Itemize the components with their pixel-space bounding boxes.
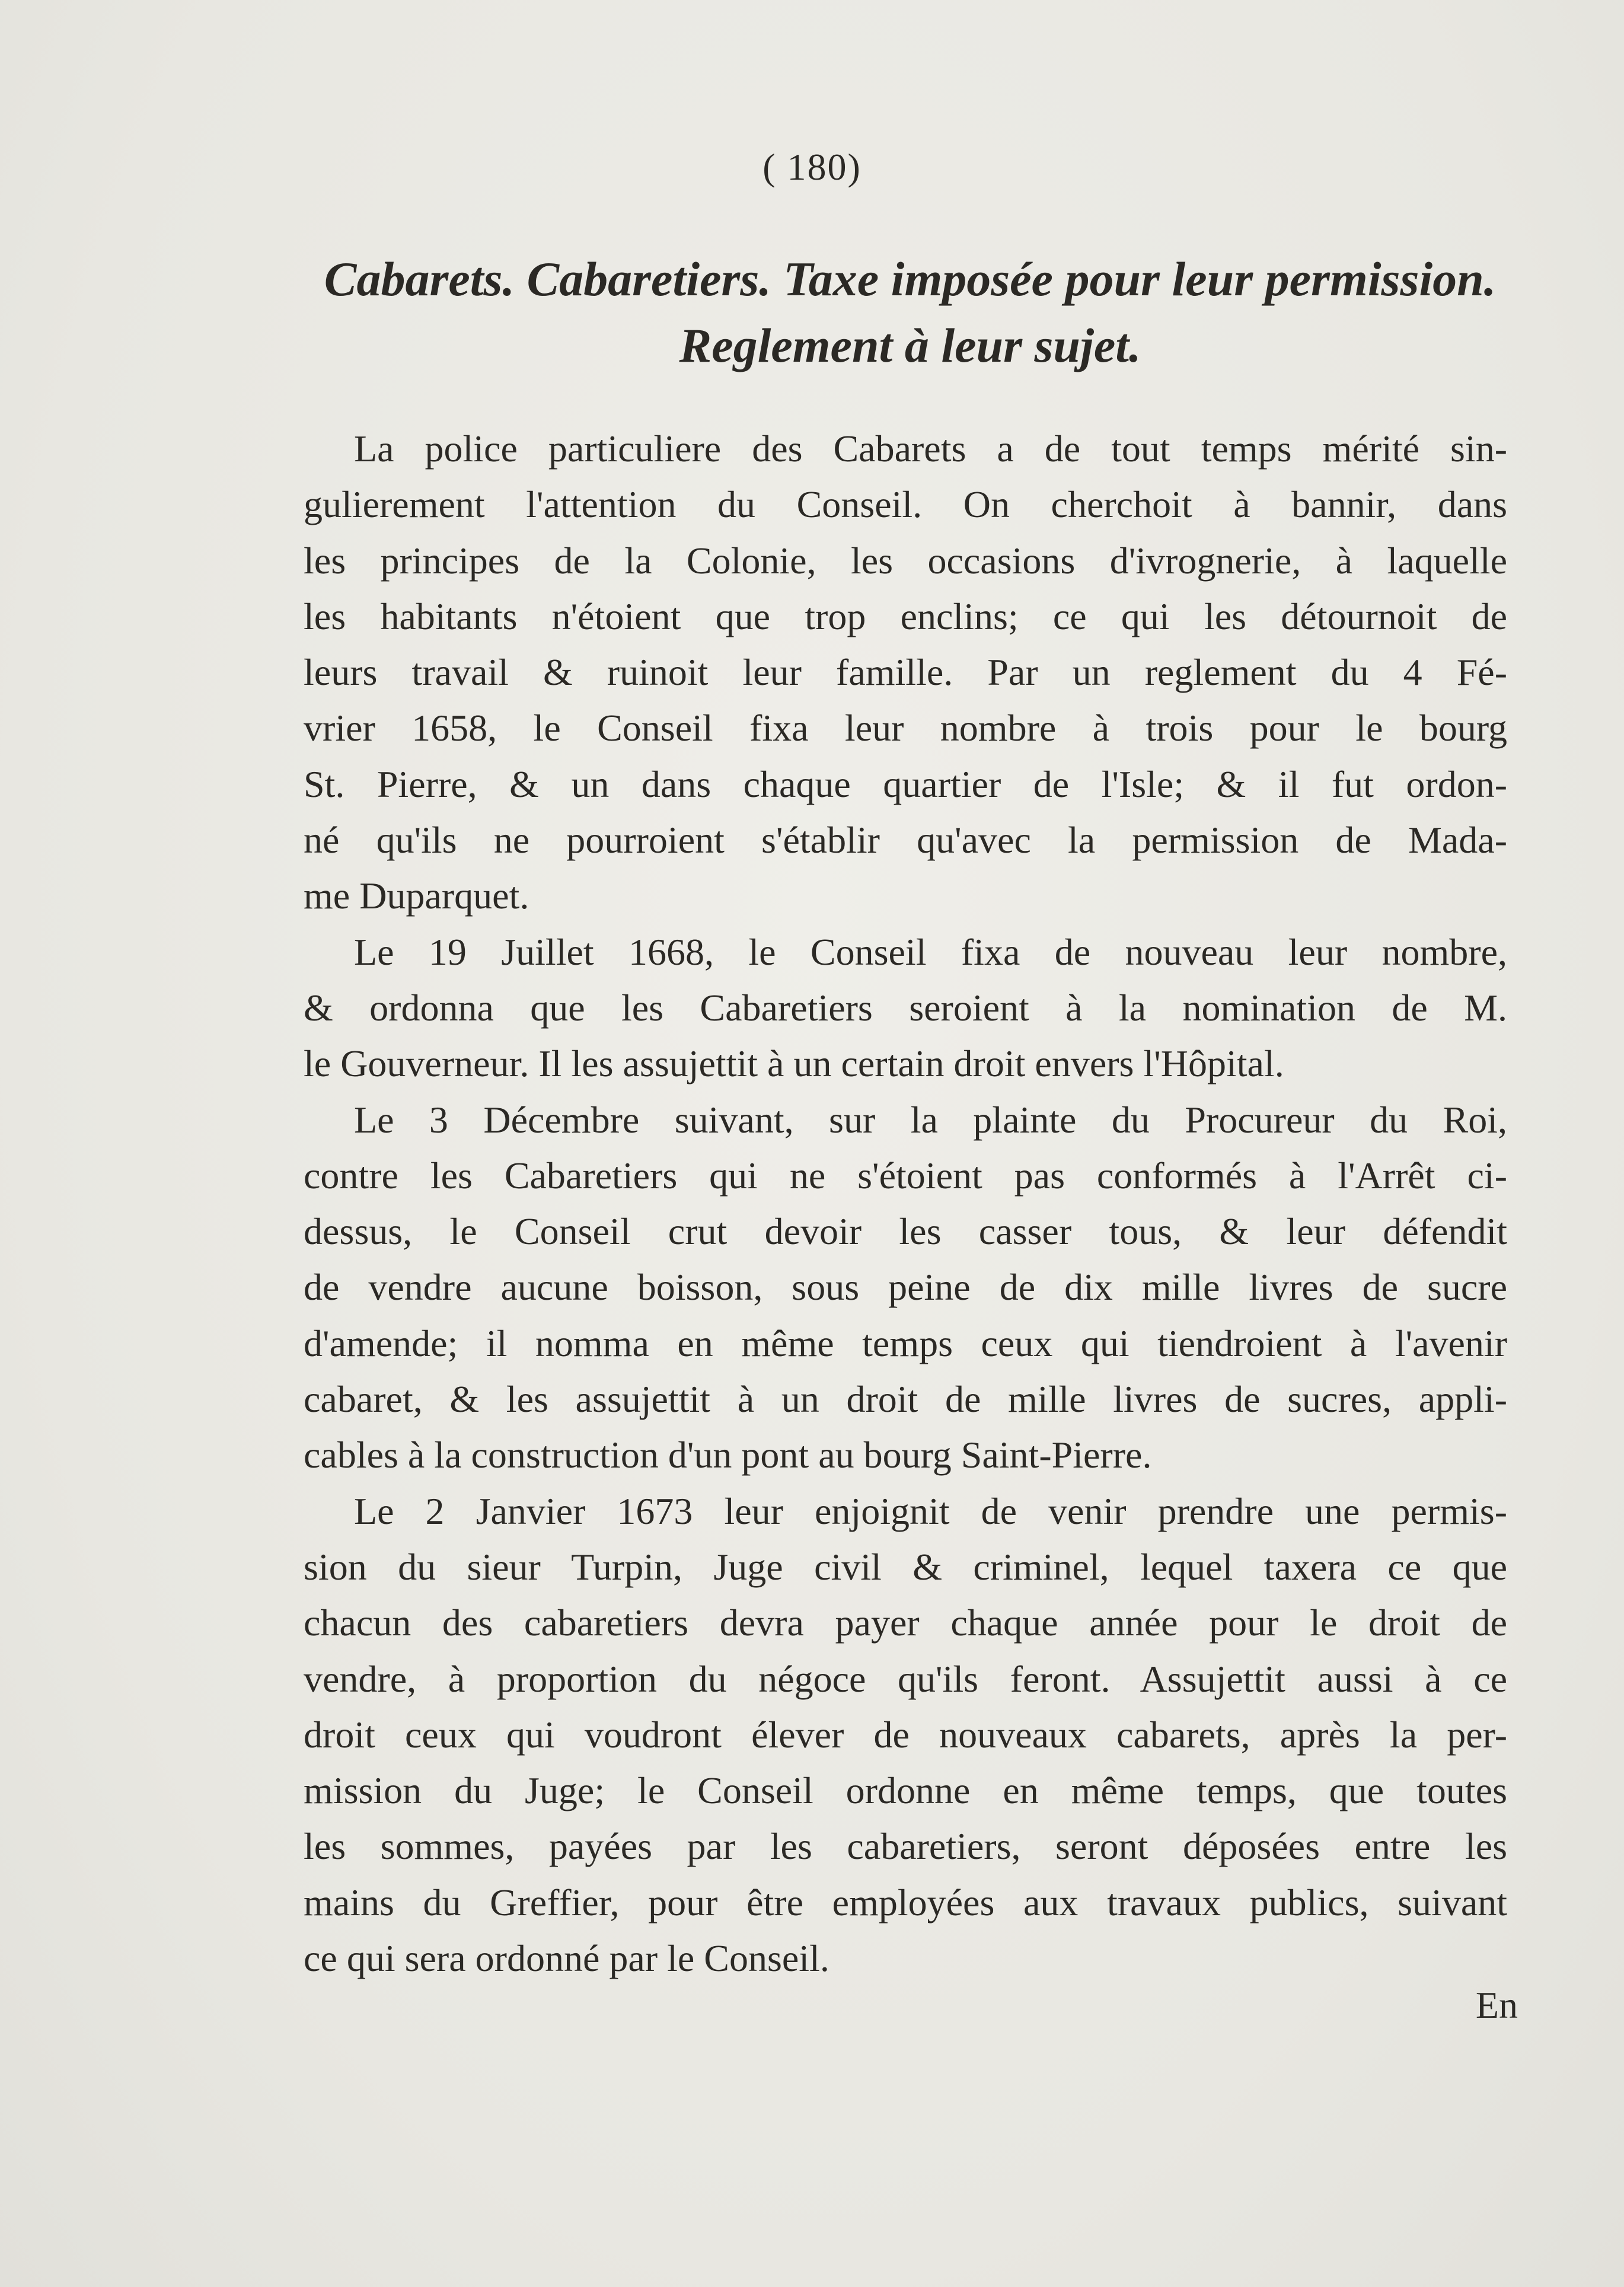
paragraph-line: contre les Cabaretiers qui ne s'étoient pas conformés à l'Arrêt ci- xyxy=(304,1154,1507,1197)
paragraph-line: dessus, le Conseil crut devoir les casser tous, & leur défendit xyxy=(304,1210,1507,1253)
paragraph-line: mains du Greffier, pour être employées aux travaux publics, suivant xyxy=(304,1881,1507,1924)
paragraph-line: les sommes, payées par les cabaretiers, seront déposées entre les xyxy=(304,1825,1507,1868)
catchword: En xyxy=(1475,1984,1518,2026)
paragraph-line: Le 3 Décembre suivant, sur la plainte du Procureur du Roi, xyxy=(354,1098,1507,1141)
paragraph-line: me Duparquet. xyxy=(304,875,529,917)
body-text xyxy=(304,421,1507,1986)
paragraph-line: leurs travail & ruinoit leur famille. Par un reglement du 4 Fé- xyxy=(304,651,1507,694)
paragraph-line: le Gouverneur. Il les assujettit à un certain droit envers l'Hôpital. xyxy=(304,1042,1284,1085)
paragraph-line: droit ceux qui voudront élever de nouveaux cabarets, après la per- xyxy=(304,1713,1507,1756)
paragraph-line: d'amende; il nomma en même temps ceux qui tiendroient à l'avenir xyxy=(304,1322,1507,1364)
section-heading xyxy=(279,246,1542,379)
paragraph-line: Le 2 Janvier 1673 leur enjoignit de venir prendre une permis- xyxy=(354,1489,1507,1532)
heading-line-2: Reglement à leur sujet. xyxy=(679,318,1141,372)
paragraph-line: mission du Juge; le Conseil ordonne en même temps, que toutes xyxy=(304,1769,1507,1812)
paragraph-line: St. Pierre, & un dans chaque quartier de l'Isle; & il fut ordon- xyxy=(304,763,1507,805)
paragraph-line: né qu'ils ne pourroient s'établir qu'avec la permission de Mada- xyxy=(304,819,1507,862)
heading-line-1: Cabarets. Cabaretiers. Taxe imposée pour leur permission. xyxy=(324,252,1497,306)
paragraph-line: cables à la construction d'un pont au bourg Saint-Pierre. xyxy=(304,1434,1152,1476)
paragraph-line: sion du sieur Turpin, Juge civil & criminel, lequel taxera ce que xyxy=(304,1545,1507,1588)
paragraph-line: gulierement l'attention du Conseil. On cherchoit à bannir, dans xyxy=(304,483,1507,526)
paragraph-line: & ordonna que les Cabaretiers seroient à la nomination de M. xyxy=(304,986,1507,1029)
paragraph-line: vrier 1658, le Conseil fixa leur nombre à trois pour le bourg xyxy=(304,707,1507,749)
paragraph-line: chacun des cabaretiers devra payer chaque année pour le droit de xyxy=(304,1602,1507,1644)
paragraph-line: cabaret, & les assujettit à un droit de mille livres de sucres, appli- xyxy=(304,1378,1507,1421)
paragraph-line: les habitants n'étoient que trop enclins; ce qui les détournoit de xyxy=(304,595,1507,637)
page-number: ( 180) xyxy=(762,146,862,188)
paragraph-line: La police particuliere des Cabarets a de tout temps mérité sin- xyxy=(354,428,1507,470)
paragraph-line: Le 19 Juillet 1668, le Conseil fixa de nouveau leur nombre, xyxy=(354,930,1507,973)
paragraph-line: les principes de la Colonie, les occasions d'ivrognerie, à laquelle xyxy=(304,539,1507,582)
paragraph-line: vendre, à proportion du négoce qu'ils feront. Assujettit aussi à ce xyxy=(304,1657,1507,1700)
paragraph-line: ce qui sera ordonné par le Conseil. xyxy=(304,1937,829,1980)
paragraph-line: de vendre aucune boisson, sous peine de dix mille livres de sucre xyxy=(304,1266,1507,1309)
